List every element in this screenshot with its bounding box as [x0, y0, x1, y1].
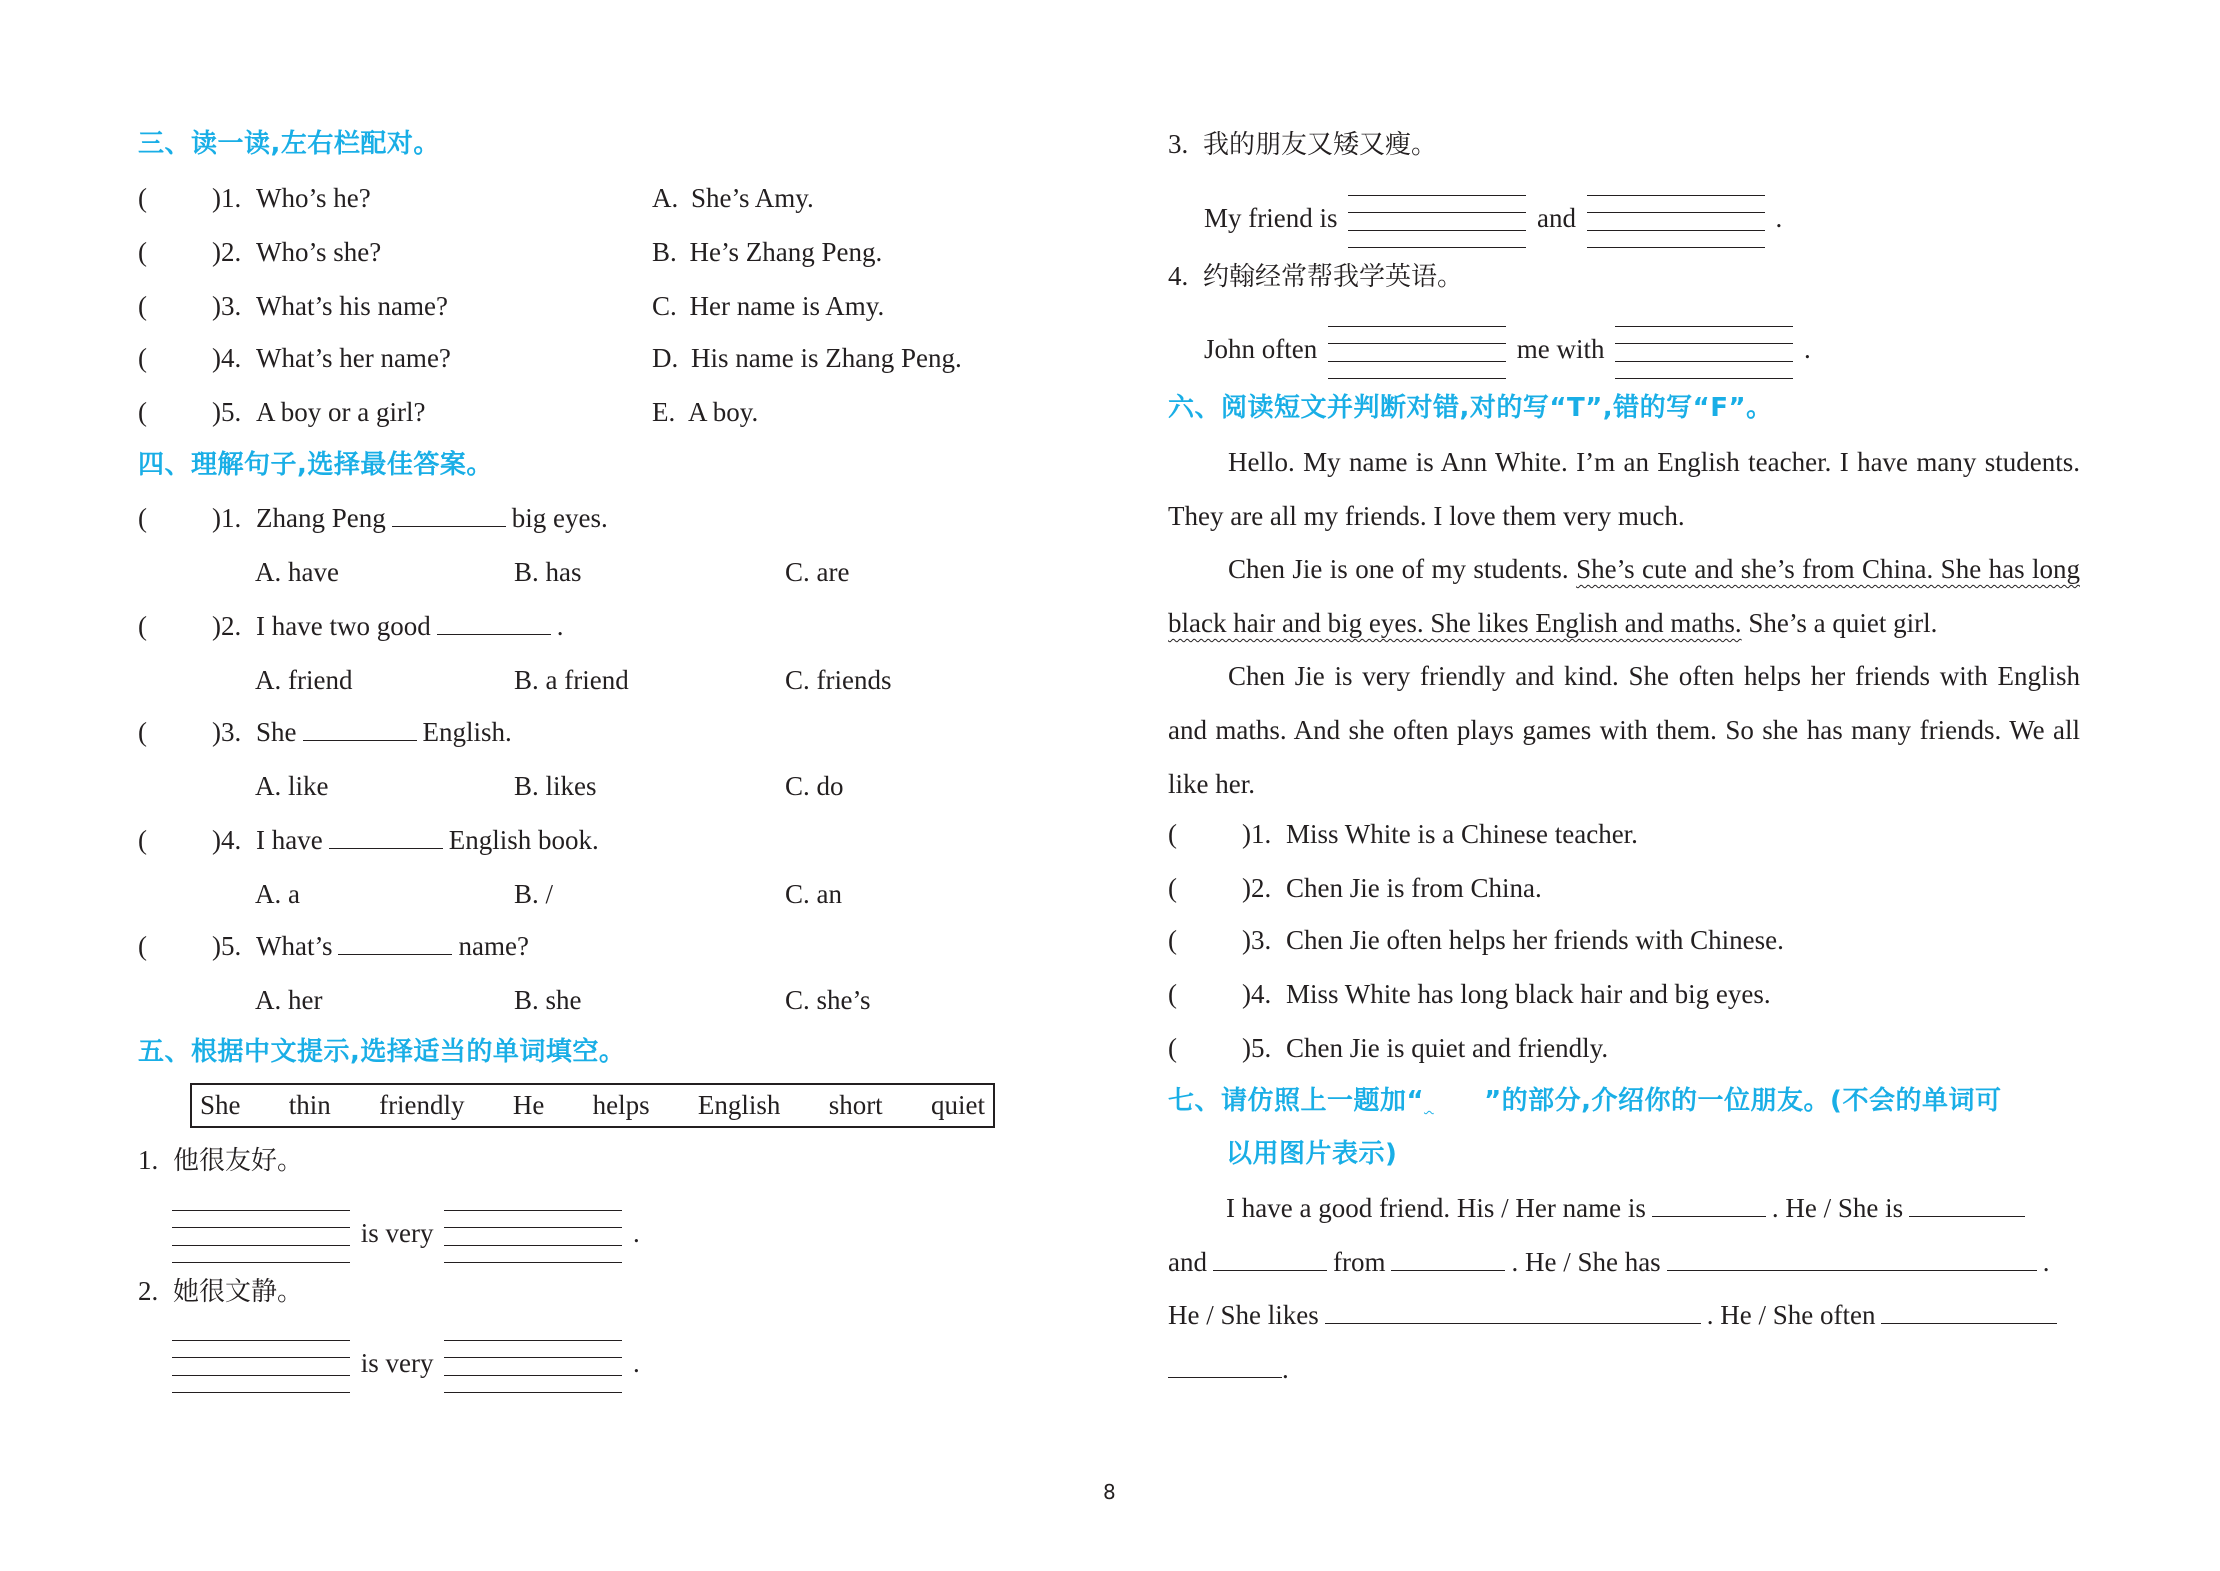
sentence-fragment: is very — [360, 1218, 434, 1249]
answer-text: Her name is Amy. — [689, 291, 885, 321]
choice-question-row — [138, 715, 512, 749]
fill-item-1-answer — [168, 1210, 640, 1262]
chinese-prompt: 我的朋友又矮又瘦。 — [1203, 130, 1438, 160]
matching-question-row — [138, 289, 448, 323]
question-text: . — [556, 611, 564, 641]
question-number: )3. — [212, 291, 242, 321]
statement-text: Chen Jie is from China. — [1286, 873, 1542, 903]
trait-blank-input[interactable] — [1909, 1192, 2025, 1217]
page-number: 8 — [1103, 1480, 1116, 1504]
writing-grid-input[interactable] — [1615, 326, 1793, 378]
item-number: 3. — [1168, 129, 1189, 159]
answer-letter: E. — [652, 397, 676, 427]
true-false-statement-row — [1168, 1031, 1608, 1065]
answer-text: She’s Amy. — [691, 183, 814, 213]
answer-bracket-input[interactable]: ( — [138, 717, 147, 747]
writing-grid-input[interactable] — [1348, 195, 1526, 247]
answer-bracket-input[interactable]: ( — [138, 825, 147, 855]
question-blank — [437, 610, 551, 635]
word-bank-word: friendly — [379, 1090, 465, 1120]
answer-bracket-input[interactable]: ( — [1168, 873, 1177, 903]
likes-blank-input[interactable] — [1325, 1299, 1701, 1324]
word-bank-box — [190, 1083, 995, 1128]
answer-bracket-input[interactable]: ( — [1168, 819, 1177, 849]
intro-text: from — [1332, 1247, 1386, 1277]
section6-heading: 六、阅读短文并判断对错,对的写“T”,错的写“F”。 — [1168, 393, 1773, 423]
fill-item-3-answer — [1204, 195, 1782, 247]
matching-answer-row — [652, 235, 882, 269]
sentence-period: . — [1803, 334, 1811, 365]
writing-grid-input[interactable] — [444, 1340, 622, 1392]
reading-passage — [1168, 436, 2080, 811]
question-blank — [303, 716, 417, 741]
question-blank — [329, 824, 443, 849]
often-continue-blank-input[interactable] — [1168, 1353, 1282, 1378]
passage-paragraph-3: Chen Jie is very friendly and kind. She often helps her friends with English and maths. And she often plays games with them. So she has many friends. We all like her. — [1168, 661, 2080, 799]
statement-text: Chen Jie often helps her friends with Chinese. — [1286, 925, 1784, 955]
sentence-fragment: is very — [360, 1348, 434, 1379]
answer-text: His name is Zhang Peng. — [691, 343, 962, 373]
choice-option[interactable]: A. her — [255, 985, 323, 1015]
question-text: I have two good — [256, 611, 431, 641]
answer-bracket-input[interactable]: ( — [138, 931, 147, 961]
writing-grid-input[interactable] — [172, 1210, 350, 1262]
question-number: )5. — [212, 931, 242, 961]
answer-bracket-input[interactable]: ( — [1168, 1033, 1177, 1063]
answer-letter: A. — [652, 183, 679, 213]
intro-text: . He / She often — [1706, 1300, 1876, 1330]
often-blank-input[interactable] — [1881, 1299, 2057, 1324]
true-false-statement-row — [1168, 871, 1542, 905]
fill-item-2-answer — [168, 1340, 640, 1392]
matching-answer-row — [652, 289, 884, 323]
answer-letter: C. — [652, 291, 677, 321]
question-text: A boy or a girl? — [256, 397, 426, 427]
statement-text: Chen Jie is quiet and friendly. — [1286, 1033, 1609, 1063]
question-text: Who’s he? — [256, 183, 371, 213]
question-number: )1. — [212, 503, 242, 533]
matching-question-row — [138, 181, 371, 215]
writing-grid-input[interactable] — [444, 1210, 622, 1262]
trait2-blank-input[interactable] — [1213, 1246, 1327, 1271]
question-text: What’s his name? — [256, 291, 448, 321]
passage-wavy-underlined-text: She’s cute and she’s from China. She has long black hair and big eyes. She likes English and maths. — [1168, 554, 2080, 638]
matching-answer-row — [652, 181, 814, 215]
passage-paragraph-2 — [1168, 543, 2080, 650]
answer-bracket-input[interactable]: ( — [138, 237, 147, 267]
heading-text: ”的部分,介绍你的一位朋友。(不会的单词可 — [1484, 1086, 2002, 1116]
intro-line-1 — [1226, 1191, 2025, 1225]
question-number: )3. — [212, 717, 242, 747]
answer-bracket-input[interactable]: ( — [138, 397, 147, 427]
true-false-statement-row — [1168, 923, 1784, 957]
answer-bracket-input[interactable]: ( — [1168, 925, 1177, 955]
writing-grid-input[interactable] — [172, 1340, 350, 1392]
word-bank-word: helps — [592, 1090, 650, 1120]
question-text: English. — [422, 717, 512, 747]
choice-option[interactable]: A. like — [255, 771, 329, 801]
sentence-period: . — [1775, 203, 1783, 234]
chinese-prompt: 他很友好。 — [173, 1146, 304, 1176]
choice-question-row — [138, 823, 599, 857]
choice-option[interactable]: B. a friend — [514, 665, 629, 695]
choice-option[interactable]: B. / — [514, 879, 554, 909]
fill-item-2-prompt — [138, 1274, 303, 1309]
intro-line-2 — [1168, 1245, 2049, 1279]
wavy-underline-mark — [1424, 1084, 1484, 1094]
question-number: )4. — [212, 343, 242, 373]
answer-bracket-input[interactable]: ( — [1168, 979, 1177, 1009]
choice-option[interactable]: C. an — [785, 879, 842, 909]
choice-question-row — [138, 609, 563, 643]
word-bank-word: She — [200, 1090, 241, 1120]
chinese-prompt: 约翰经常帮我学英语。 — [1203, 262, 1464, 292]
sentence-period: . — [632, 1218, 640, 1249]
chinese-prompt: 她很文静。 — [173, 1277, 304, 1307]
word-bank-word: short — [828, 1090, 883, 1120]
word-bank-word: He — [512, 1090, 545, 1120]
section5-heading: 五、根据中文提示,选择适当的单词填空。 — [138, 1037, 626, 1067]
question-text: What’s — [256, 931, 333, 961]
passage-paragraph-1: Hello. My name is Ann White. I’m an English teacher. I have many students. They are all my friends. I love them very much. — [1168, 447, 2080, 531]
sentence-fragment: and — [1536, 203, 1576, 234]
from-blank-input[interactable] — [1391, 1246, 1505, 1271]
question-text: Who’s she? — [256, 237, 382, 267]
question-number: )2. — [212, 611, 242, 641]
question-number: )1. — [212, 183, 242, 213]
intro-text: . He / She is — [1771, 1193, 1904, 1223]
intro-text: . — [2042, 1247, 2050, 1277]
answer-text: He’s Zhang Peng. — [689, 237, 883, 267]
intro-text: and — [1168, 1247, 1207, 1277]
answer-bracket-input[interactable]: ( — [138, 183, 147, 213]
writing-grid-input[interactable] — [1587, 195, 1765, 247]
question-number: )4. — [212, 825, 242, 855]
section4-heading: 四、理解句子,选择最佳答案。 — [138, 450, 493, 480]
heading-text: 七、请仿照上一题加“ — [1168, 1086, 1425, 1116]
section7-heading — [1168, 1084, 2001, 1118]
fill-item-4-answer — [1204, 326, 1811, 378]
choice-option[interactable]: C. do — [785, 771, 844, 801]
statement-number: )1. — [1242, 819, 1272, 849]
intro-text: I have a good friend. His / Her name is — [1226, 1193, 1646, 1223]
sentence-fragment: John often — [1204, 334, 1318, 365]
choice-option[interactable]: C. are — [785, 557, 850, 587]
answer-letter: D. — [652, 343, 679, 373]
name-blank-input[interactable] — [1652, 1192, 1766, 1217]
has-blank-input[interactable] — [1667, 1246, 2037, 1271]
statement-number: )3. — [1242, 925, 1272, 955]
intro-text: . — [1282, 1354, 1289, 1384]
answer-text: A boy. — [688, 397, 759, 427]
sentence-fragment: me with — [1516, 334, 1605, 365]
statement-number: )2. — [1242, 873, 1272, 903]
matching-answer-row — [652, 341, 962, 375]
choice-option[interactable]: C. friends — [785, 665, 892, 695]
section7-heading-line2: 以用图片表示) — [1226, 1139, 1398, 1169]
word-bank-word: English — [697, 1090, 781, 1120]
choice-option[interactable]: B. she — [514, 985, 582, 1015]
question-text: I have — [256, 825, 323, 855]
question-text: Zhang Peng — [256, 503, 386, 533]
question-number: )2. — [212, 237, 242, 267]
answer-letter: B. — [652, 237, 677, 267]
sentence-period: . — [632, 1348, 640, 1379]
question-blank — [338, 930, 452, 955]
answer-bracket-input[interactable]: ( — [138, 343, 147, 373]
item-number: 2. — [138, 1276, 159, 1306]
word-bank-word: thin — [288, 1090, 331, 1120]
choice-option[interactable]: A. a — [255, 879, 300, 909]
question-text: big eyes. — [511, 503, 608, 533]
choice-question-row — [138, 929, 529, 963]
fill-item-3-prompt — [1168, 127, 1437, 162]
item-number: 1. — [138, 1145, 159, 1175]
sentence-fragment: My friend is — [1204, 203, 1338, 234]
statement-text: Miss White has long black hair and big eyes. — [1286, 979, 1771, 1009]
choice-option[interactable]: B. has — [514, 557, 582, 587]
intro-text: . He / She has — [1511, 1247, 1661, 1277]
matching-question-row — [138, 395, 425, 429]
intro-line-3 — [1168, 1298, 2057, 1332]
choice-option[interactable]: A. have — [255, 557, 339, 587]
choice-question-row — [138, 501, 608, 535]
matching-question-row — [138, 341, 451, 375]
question-text: English book. — [448, 825, 599, 855]
statement-number: )4. — [1242, 979, 1272, 1009]
choice-option[interactable]: A. friend — [255, 665, 353, 695]
intro-line-4 — [1168, 1352, 1289, 1386]
statement-number: )5. — [1242, 1033, 1272, 1063]
question-text: name? — [458, 931, 529, 961]
fill-item-1-prompt — [138, 1143, 303, 1178]
choice-option[interactable]: C. she’s — [785, 985, 871, 1015]
answer-bracket-input[interactable]: ( — [138, 291, 147, 321]
writing-grid-input[interactable] — [1328, 326, 1506, 378]
question-number: )5. — [212, 397, 242, 427]
intro-text: He / She likes — [1168, 1300, 1319, 1330]
question-text: She — [256, 717, 297, 747]
answer-bracket-input[interactable]: ( — [138, 611, 147, 641]
question-blank — [392, 502, 506, 527]
true-false-statement-row — [1168, 817, 1638, 851]
item-number: 4. — [1168, 261, 1189, 291]
question-text: What’s her name? — [256, 343, 451, 373]
passage-text: She’s a quiet girl. — [1741, 607, 1938, 638]
statement-text: Miss White is a Chinese teacher. — [1286, 819, 1638, 849]
true-false-statement-row — [1168, 977, 1771, 1011]
matching-answer-row — [652, 395, 758, 429]
passage-text: Chen Jie is one of my students. — [1228, 554, 1577, 585]
word-bank-word: quiet — [930, 1090, 985, 1120]
section3-heading: 三、读一读,左右栏配对。 — [138, 129, 440, 159]
choice-option[interactable]: B. likes — [514, 771, 597, 801]
matching-question-row — [138, 235, 381, 269]
fill-item-4-prompt — [1168, 259, 1463, 294]
answer-bracket-input[interactable]: ( — [138, 503, 147, 533]
